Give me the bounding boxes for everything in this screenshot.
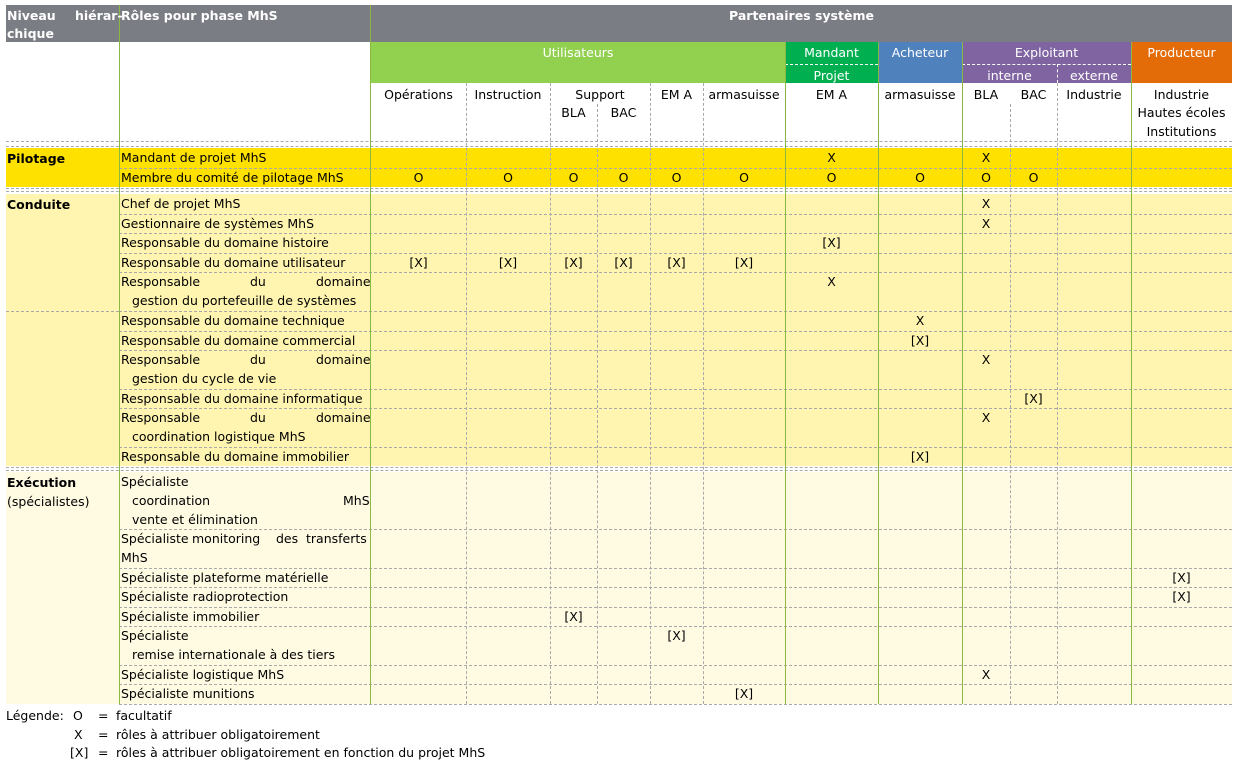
mark-operations: O [413, 170, 424, 185]
legend-eq: = [98, 745, 109, 760]
role-label: Spécialiste munitions [121, 686, 255, 701]
role-label: Responsable du domaine technique [121, 313, 345, 328]
mark-armasuisse2: X [915, 313, 925, 328]
mark-bla1: O [568, 170, 579, 185]
column-header-instruction: Instruction [474, 87, 542, 102]
column-header-producteur: Industrie [1153, 87, 1210, 102]
exploitant-subdivider [962, 64, 1131, 65]
column-divider [1057, 83, 1058, 704]
level-pilotage: Pilotage [7, 151, 66, 166]
level-execution: Exécution [7, 475, 77, 490]
mark-bla2: X [981, 216, 991, 231]
role-label-part: monitoring [192, 531, 261, 546]
mark-operations: [X] [409, 255, 428, 270]
section-divider [6, 188, 1232, 189]
role-label: Responsable du domaine utilisateur [121, 255, 346, 270]
level-execution-sub: (spécialistes) [7, 494, 90, 509]
role-label-part: domaine [316, 352, 371, 367]
role-label: Spécialiste logistique MhS [121, 667, 285, 682]
mark-ema1: O [671, 170, 682, 185]
mark-armasuisse2: [X] [910, 333, 930, 348]
column-header-bla2: BLA [973, 87, 999, 102]
role-label: Responsable du domaine informatique [121, 391, 363, 406]
mark-bla1: [X] [564, 609, 583, 624]
mark-armasuisse2: O [915, 170, 925, 185]
group-utilisateurs: Utilisateurs [542, 45, 614, 60]
role-label: Membre du comité de pilotage MhS [121, 170, 344, 185]
mark-bla2: X [981, 410, 991, 425]
role-label-line2: remise internationale à des tiers [132, 647, 336, 662]
partners-header: Partenaires système [729, 8, 874, 23]
mark-instruction: O [503, 170, 513, 185]
roles-column-divider [119, 5, 120, 704]
role-label: Chef de projet MhS [121, 196, 241, 211]
row-divider [119, 587, 1232, 588]
mark-ema1: [X] [667, 628, 686, 643]
role-label: Spécialiste [121, 628, 189, 643]
role-label-part: du [250, 410, 266, 425]
role-label-line2: gestion du cycle de vie [132, 371, 277, 386]
mandant-subdivider [785, 64, 878, 65]
level-header-line1: Niveau [7, 8, 56, 23]
group-producteur: Producteur [1147, 45, 1216, 60]
level-conduite: Conduite [7, 197, 71, 212]
role-label-line2: gestion du portefeuille de systèmes [132, 293, 357, 308]
group-externe: externe [1070, 68, 1118, 83]
row-divider [119, 331, 1232, 332]
role-label: Spécialiste [121, 474, 189, 489]
roles-header: Rôles pour phase MhS [121, 8, 278, 23]
level-header-line2: chique [7, 26, 54, 41]
column-header-bla1: BLA [561, 105, 586, 120]
section-divider [6, 191, 1232, 192]
mark-producteur: [X] [1172, 589, 1191, 604]
legend-o-text: facultatif [116, 708, 172, 723]
role-label-part: Spécialiste [121, 531, 189, 546]
row-divider [119, 529, 1232, 530]
mark-ema2: O [826, 170, 837, 185]
mark-bla2: X [981, 150, 991, 165]
role-label: Spécialiste immobilier [121, 609, 260, 624]
column-header-armasuisse1: armasuisse [708, 87, 780, 102]
row-divider [119, 272, 1232, 273]
column-header-support: Support [575, 87, 625, 102]
header-bottom-divider [6, 141, 1232, 142]
section-divider [6, 467, 1232, 468]
column-header-operations: Opérations [384, 87, 453, 102]
role-label-part: Responsable [121, 352, 201, 367]
role-label: Responsable du domaine immobilier [121, 449, 350, 464]
row-divider [119, 704, 1232, 705]
section-divider [6, 470, 1232, 471]
row-divider [119, 626, 1232, 627]
role-label-line2: coordination [132, 493, 211, 508]
mark-armasuisse2: [X] [910, 449, 930, 464]
column-header-ema2: EM A [815, 87, 848, 102]
row-divider [119, 168, 1232, 169]
group-exploitant: Exploitant [1014, 45, 1079, 60]
column-divider [597, 104, 598, 704]
group-projet: Projet [813, 68, 850, 83]
legend-label: Légende: [6, 708, 64, 723]
legend-x-symbol: X [74, 727, 83, 742]
row-divider [119, 233, 1232, 234]
row-divider [119, 447, 1232, 448]
column-header-producteur-line3: Institutions [1146, 124, 1217, 139]
row-divider [119, 253, 1232, 254]
mark-bac2: O [1028, 170, 1039, 185]
group-mandant: Mandant [804, 45, 859, 60]
role-label-line2: MhS [121, 550, 148, 565]
row-divider [119, 214, 1232, 215]
row-divider [119, 665, 1232, 666]
header-bottom-divider [6, 146, 1232, 147]
column-header-ema1: EM A [660, 87, 693, 102]
row-divider [6, 311, 119, 312]
mark-bla2: X [981, 196, 991, 211]
role-label-line2: MhS [343, 493, 370, 508]
row-divider [119, 408, 1232, 409]
column-header-industrie: Industrie [1066, 87, 1122, 102]
legend-x-text: rôles à attribuer obligatoirement [116, 727, 320, 742]
column-header-bac2: BAC [1020, 87, 1047, 102]
mark-ema2: [X] [822, 235, 841, 250]
level-header-line1b: hiérar- [75, 8, 123, 23]
role-label-part: Responsable [121, 410, 201, 425]
mark-bac1: [X] [614, 255, 633, 270]
mark-bla2: O [981, 170, 991, 185]
role-label: Responsable du domaine commercial [121, 333, 356, 348]
group-divider [962, 42, 963, 704]
group-divider [785, 42, 786, 704]
mark-armasuisse1: [X] [734, 255, 754, 270]
role-label-part: Responsable [121, 274, 201, 289]
mark-bla2: X [981, 352, 991, 367]
row-divider [119, 350, 1232, 351]
role-label-part: du [250, 274, 266, 289]
mark-armasuisse1: [X] [734, 686, 754, 701]
row-divider [119, 607, 1232, 608]
role-label-line3: vente et élimination [132, 512, 258, 527]
role-label: Mandant de projet MhS [121, 150, 267, 165]
mark-bac1: O [618, 170, 629, 185]
mark-producteur: [X] [1172, 570, 1191, 585]
role-label: Gestionnaire de systèmes MhS [121, 216, 315, 231]
mark-instruction: [X] [498, 255, 518, 270]
group-divider [1131, 42, 1132, 704]
role-label-part: domaine [316, 410, 371, 425]
legend-bx-text: rôles à attribuer obligatoirement en fonction du projet MhS [116, 745, 486, 760]
legend-bx-symbol: [X] [70, 745, 89, 760]
mark-bac2: [X] [1024, 391, 1043, 406]
legend-eq: = [98, 708, 109, 723]
role-label: Spécialiste plateforme matérielle [121, 570, 329, 585]
row-divider [119, 684, 1232, 685]
mark-ema2: X [827, 150, 836, 165]
mark-bla1: [X] [564, 255, 583, 270]
legend-o-symbol: O [73, 708, 83, 723]
group-acheteur: Acheteur [891, 45, 949, 60]
role-label-part: des [276, 531, 299, 546]
group-interne: interne [987, 68, 1032, 83]
legend-eq: = [98, 727, 109, 742]
mark-bla2: X [981, 667, 991, 682]
column-header-armasuisse2: armasuisse [884, 87, 956, 102]
role-label: Responsable du domaine histoire [121, 235, 329, 250]
row-divider [119, 568, 1232, 569]
row-divider [119, 389, 1232, 390]
mark-ema1: [X] [667, 255, 686, 270]
mark-ema2: X [827, 274, 836, 289]
role-label-part: transferts [306, 531, 367, 546]
role-label-part: domaine [316, 274, 371, 289]
role-label-part: du [250, 352, 266, 367]
role-label-line2: coordination logistique MhS [132, 429, 306, 444]
column-header-producteur-line2: Hautes écoles [1137, 105, 1226, 120]
column-header-bac1: BAC [610, 105, 637, 120]
row-divider [119, 311, 1232, 312]
role-label: Spécialiste radioprotection [121, 589, 289, 604]
mark-armasuisse1: O [739, 170, 749, 185]
group-divider [878, 42, 879, 704]
